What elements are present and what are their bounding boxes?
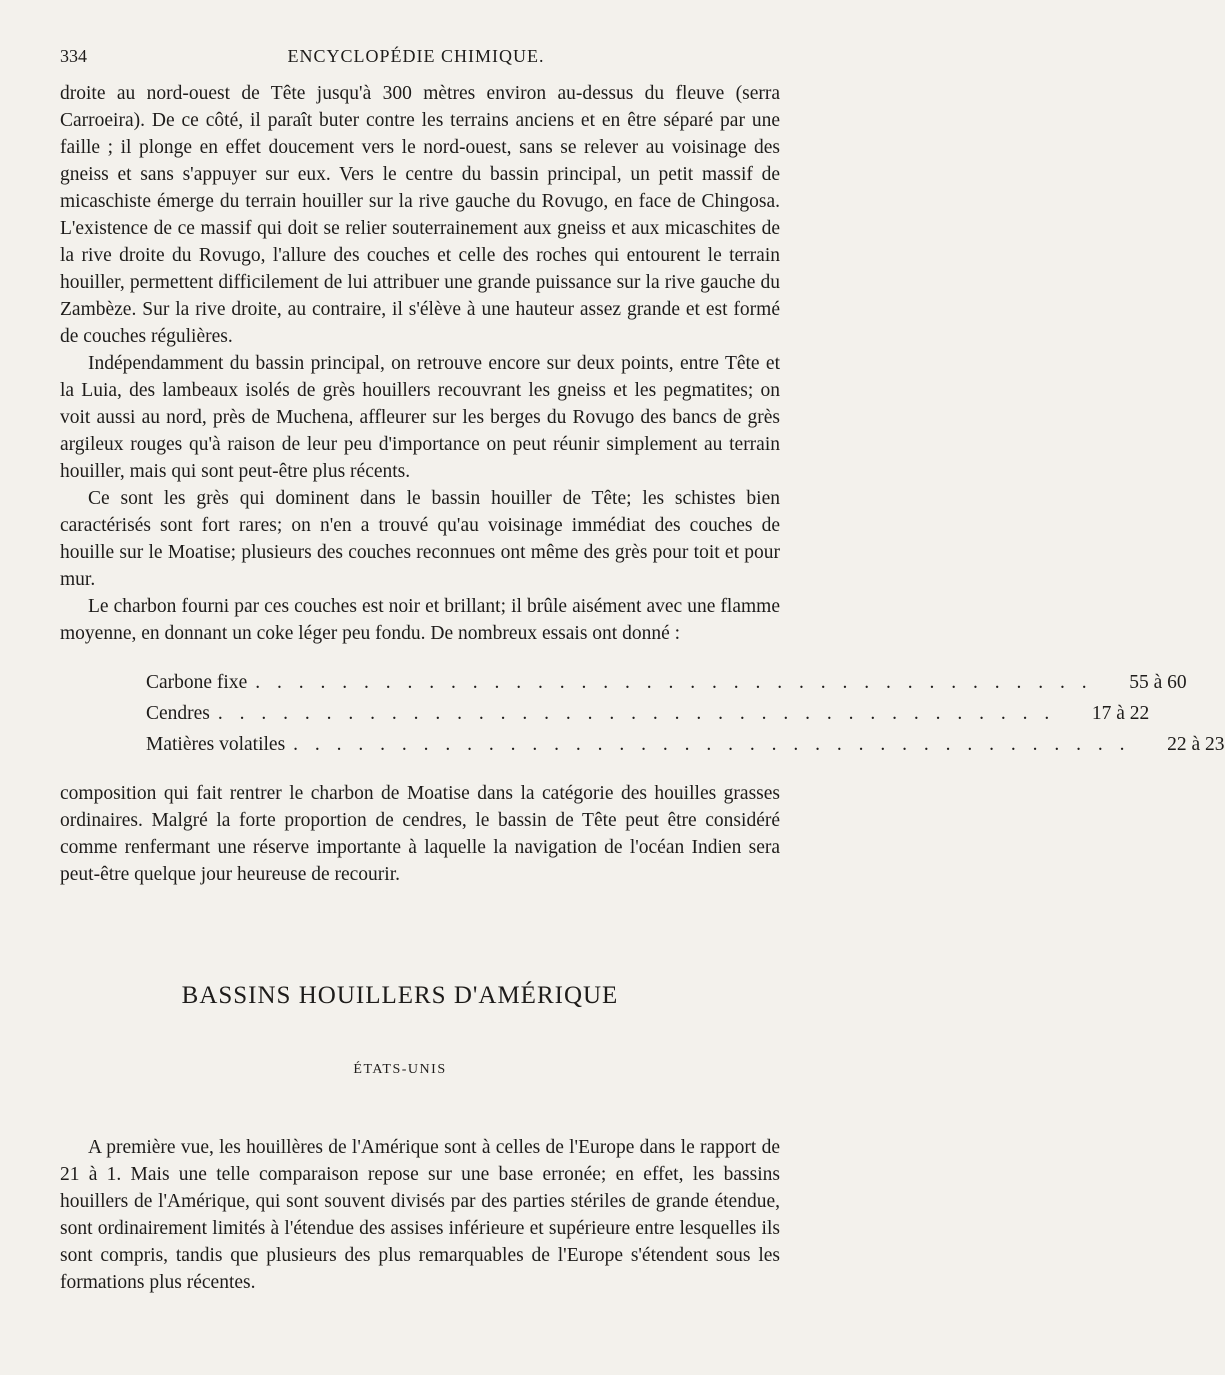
table-row-value: 55 à 60 <box>1129 672 1187 693</box>
composition-table <box>60 669 1225 762</box>
section-title: BASSINS HOUILLERS D'AMÉRIQUE <box>181 982 619 1009</box>
table-row <box>146 669 1187 700</box>
table-row-label: Matières volatiles <box>146 734 286 755</box>
table-row-value: 17 à 22 <box>1091 703 1150 724</box>
table-row-label: Cendres <box>146 703 210 724</box>
page-header <box>60 46 772 72</box>
leader-dots: . . . . . . . . . . . . . . . . . . . . . . . . . . . . . . . . . . . . . . . <box>217 703 1056 724</box>
paragraph-1: droite au nord-ouest de Tête jusqu'à 300 mètres environ au-dessus du fleuve (serra Carroeira). De ce côté, il paraît buter contre les terrains anciens et en être séparé par une faille ; il plonge en effet doucement vers le nord-ouest, sans se relever au voisinage des gneiss et sans s'appuyer sur eux. Vers le centre du bassin principal, un petit massif de micaschiste émerge du terrain houiller sur la rive gauche du Rovugo, en face de Chingosa. L'existence de ce massif qui doit se relier souterrainement aux gneiss et aux micaschites de la rive droite du Rovugo, l'allure des couches et celle des roches qui entourent le terrain houiller, permettent difficilement de lui attribuer une grande puissance sur la rive gauche du Zambèze. Sur la rive droite, au contraire, il s'élève à une hauteur assez grande et est formé de couches régulières. <box>60 83 780 347</box>
paragraph-3: Ce sont les grès qui dominent dans le bassin houiller de Tête; les schistes bien caractérisés sont fort rares; on n'en a trouvé qu'au voisinage immédiat des couches de houille sur le Moatise; plusieurs des couches reconnues ont même des grès pour toit et pour mur. <box>60 488 780 590</box>
table-row-label: Carbone fixe <box>146 672 248 693</box>
sub-title: ÉTATS-UNIS <box>353 1062 447 1077</box>
running-title: ENCYCLOPÉDIE CHIMIQUE. <box>287 46 545 66</box>
closing-paragraph: A première vue, les houillères de l'Amérique sont à celles de l'Europe dans le rapport de 21 à 1. Mais une telle comparaison repose sur une base erronée; en effet, les bassins houillers de l'Amérique, qui sont souvent divisés par des parties stériles de grande étendue, sont ordinairement limités à l'étendue des assises inférieure et supérieure entre lesquelles ils sont compris, tandis que plusieurs des plus remarquables de l'Europe s'étendent sous les formations plus récentes. <box>60 1137 780 1293</box>
leader-dots: . . . . . . . . . . . . . . . . . . . . . . . . . . . . . . . . . . . . . . . <box>255 672 1093 693</box>
body-text <box>60 80 1225 888</box>
leader-dots: . . . . . . . . . . . . . . . . . . . . . . . . . . . . . . . . . . . . . . . <box>293 734 1131 755</box>
paragraph-after-table: composition qui fait rentrer le charbon de Moatise dans la catégorie des houilles grasses ordinaires. Malgré la forte proportion de cendres, le bassin de Tête peut être considéré comme renfermant une réserve importante à laquelle la navigation de l'océan Indien sera peut-être quelque jour heureuse de recourir. <box>60 783 780 885</box>
page-number: 334 <box>60 46 87 66</box>
table-row <box>146 700 1150 731</box>
paragraph-4: Le charbon fourni par ces couches est noir et brillant; il brûle aisément avec une flamme moyenne, en donnant un coke léger peu fondu. De nombreux essais ont donné : <box>60 596 780 644</box>
paragraph-2: Indépendamment du bassin principal, on retrouve encore sur deux points, entre Tête et la Luia, des lambeaux isolés de grès houillers recouvrant les gneiss et les pegmatites; on voit aussi au nord, près de Muchena, affleurer sur les berges du Rovugo des bancs de grès argileux rouges qu'à raison de leur peu d'importance on peut réunir simplement au terrain houiller, mais qui sont peut-être plus récents. <box>60 353 780 482</box>
table-row-value: 22 à 23 <box>1167 734 1225 755</box>
table-row <box>146 731 1225 762</box>
